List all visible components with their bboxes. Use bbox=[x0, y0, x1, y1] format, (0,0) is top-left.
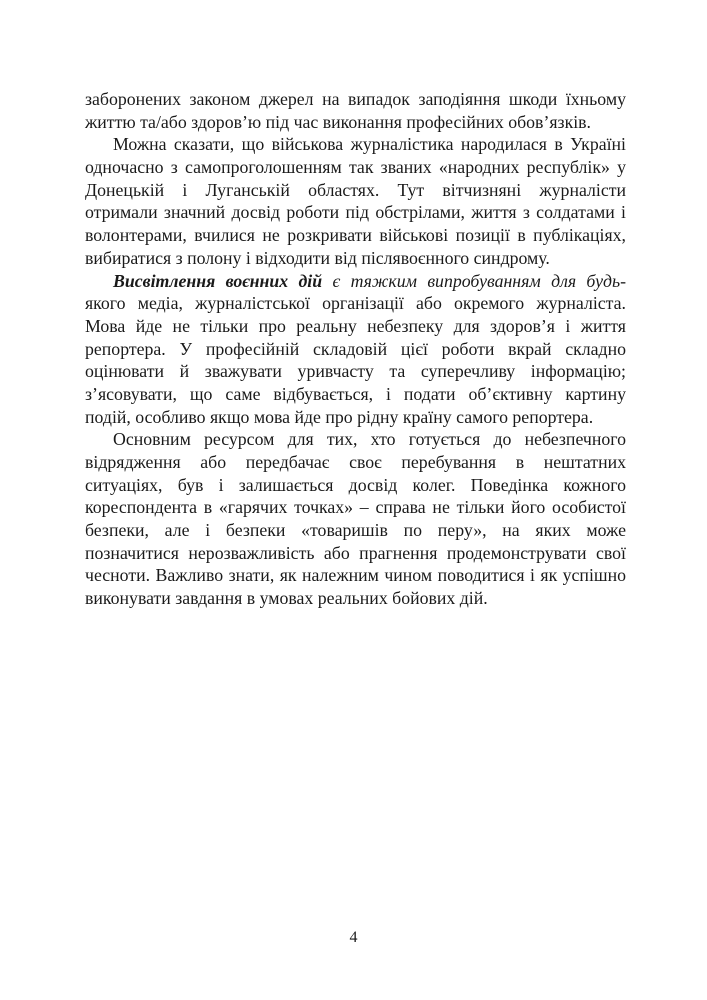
body-text bbox=[85, 88, 626, 610]
text-line: отримали значний досвід роботи під обстрілами, життя з солдатами і bbox=[85, 202, 626, 223]
paragraph-colleague-experience bbox=[85, 428, 626, 610]
text-line: безпеки, але і безпеки «товаришів по перу», на яких може bbox=[85, 520, 626, 541]
text-line: життю та/або здоров’ю під час виконання професійних обов’язків. bbox=[85, 111, 591, 132]
bold-lead-term: Висвітлення воєнних дій bbox=[113, 270, 323, 291]
text-line: оцінювати й зважувати уривчасту та суперечливу інформацію; bbox=[85, 361, 626, 382]
text-line bbox=[85, 270, 626, 293]
text-line: виконувати завдання в умовах реальних бойових дій. bbox=[85, 588, 488, 609]
text-line: чесноти. Важливо знати, як належним чином поводитися і як успішно bbox=[85, 565, 626, 586]
text-line: Основним ресурсом для тих, хто готується до небезпечного bbox=[113, 429, 626, 450]
text-line: одночасно з самопроголошенням так званих «народних республік» у bbox=[85, 157, 626, 178]
paragraph-war-coverage bbox=[85, 270, 626, 429]
text-line: ситуаціях, був і залишається досвід колег. Поведінка кожного bbox=[85, 474, 626, 495]
paragraph-military-journalism bbox=[85, 133, 626, 269]
text-line: подій, особливо якщо мова йде про рідну країну самого репортера. bbox=[85, 406, 594, 427]
text-line: вибиратися з полону і відходити від післявоєнного синдрому. bbox=[85, 247, 550, 268]
text-line: якого медіа, журналістської організації або окремого журналіста. bbox=[85, 293, 626, 314]
page-number: 4 bbox=[349, 929, 358, 946]
paragraph-continuation bbox=[85, 88, 626, 133]
text-line-rest: є тяжким випробуванням для будь- bbox=[322, 270, 626, 291]
text-line: кореспондента в «гарячих точках» – справа не тільки його особистої bbox=[85, 497, 626, 518]
text-line: відрядження або передбачає своє перебування в нештатних bbox=[85, 452, 626, 472]
text-line: заборонених законом джерел на випадок заподіяння шкоди їхньому bbox=[85, 89, 626, 109]
text-line: репортера. У професійній складовій цієї роботи вкрай складно bbox=[85, 338, 626, 359]
text-line-fill bbox=[113, 270, 626, 293]
text-line: позначитися нерозважливість або прагнення продемонструвати свої bbox=[85, 542, 626, 563]
text-line: Можна сказати, що військова журналістика народилася в Україні bbox=[113, 134, 626, 155]
text-line: Донецькій і Луганській областях. Тут вітчизняні журналісти bbox=[85, 179, 626, 200]
text-line: волонтерами, вчилися не розкривати військові позиції в публікаціях, bbox=[85, 225, 626, 246]
text-line: Мова йде не тільки про реальну небезпеку для здоров’я і життя bbox=[85, 315, 626, 336]
text-line: з’ясовувати, що саме відбувається, і подати об’єктивну картину bbox=[85, 383, 626, 404]
